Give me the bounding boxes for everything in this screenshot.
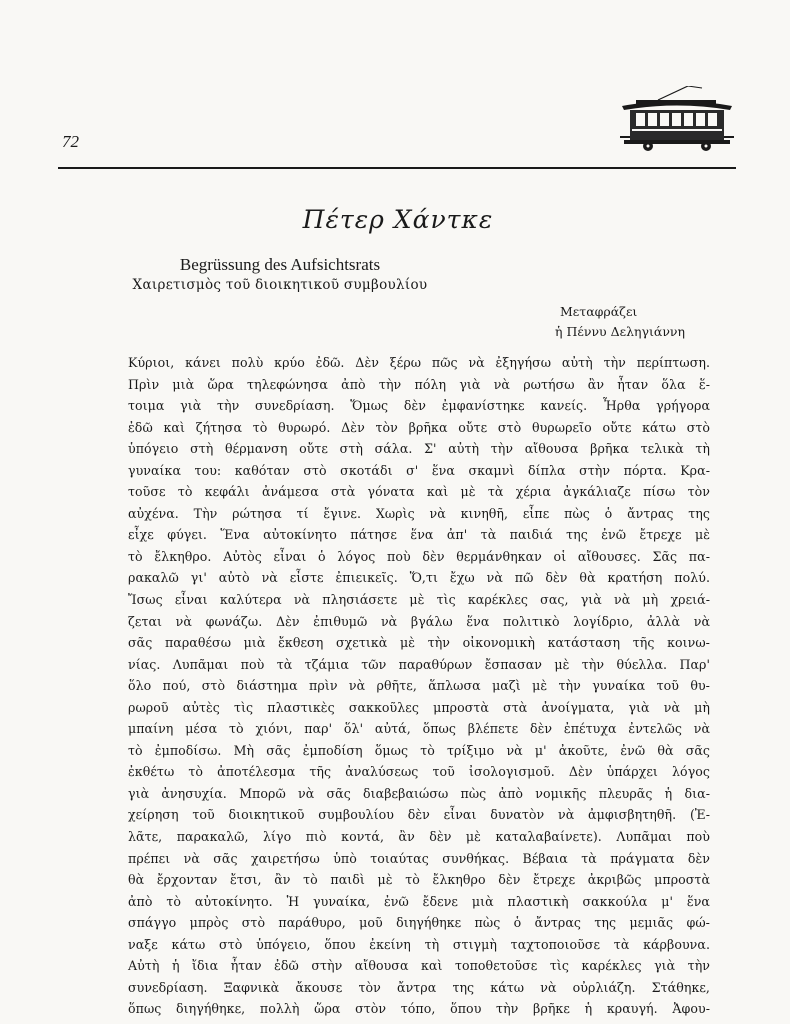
text-line: θὰ ἔρχονταν ἔτσι, ἂν τὸ παιδὶ μὲ τὸ ἔλκηθρο δὲν ἔτρεχε ἀκριβῶς μπροστὰ — [128, 872, 710, 888]
author-name — [0, 205, 790, 234]
text-line: τὸ ἐμποδίσω. Μὴ σᾶς ἐμποδίση ὅμως τὸ τρίξιμο νὰ μ' ἀκοῦτε, ἐνῶ θὰ σᾶς — [128, 742, 710, 758]
text-line: γυναίκα του: καθόταν στὸ σκοτάδι σ' ἕνα σκαμνὶ δίπλα στὴν πόρτα. Κρα- — [128, 462, 710, 478]
text-line: πρέπει νὰ σᾶς χαιρετήσω ὑπὸ τοιαύτας συνθήκας. Βέβαια τὰ πράγματα δὲν — [128, 850, 710, 866]
translator-label: Μεταφράζει — [560, 304, 638, 319]
text-line: χείρηση τοῦ διοικητικοῦ συμβουλίου δὲν εἶναι δυνατὸν νὰ ἀμφισβητηθῆ. (Ἐ- — [128, 807, 710, 823]
text-line: ὑπόγειο στὴ θέρμανση οὔτε στὴ σάλα. Σ' αὐτὴ τὴν αἴθουσα βρῆκα τελικὰ τὴ — [128, 441, 710, 457]
text-line: Αὐτὴ ἡ ἴδια ἦταν ἐδῶ στὴν αἴθουσα καὶ τοποθετοῦσε τὶς καρέκλες γιὰ τὴν — [128, 958, 710, 974]
header-rule — [58, 167, 736, 169]
text-line: ναξε κάτω στὸ ὑπόγειο, ὅπου ἐκείνη τὴ στιγμὴ ταχτοποιοῦσε τὰ κάρβουνα. — [128, 936, 710, 952]
text-line: ρωροῦ αὐτὲς τὶς πλαστικὲς σακκοῦλες μπροστὰ στὰ ἀνοίγματα, γιὰ νὰ μὴ — [128, 699, 710, 715]
text-line: νίας. Λυπᾶμαι ποὺ τὰ τζάμια τῶν παραθύρων ἔσπασαν μὲ τὴν θύελλα. Παρ' — [128, 656, 710, 672]
text-line: σπάγγο μπρὸς στὸ παράθυρο, μοῦ διηγήθηκε πὼς ὁ ἄντρας της μεμιᾶς φώ- — [128, 915, 710, 931]
translator-name: ἡ Πέννυ Δεληγιάννη — [555, 324, 686, 339]
text-line: ἀπὸ τὸ αὐτοκίνητο. Ἡ γυναίκα, ἐνῶ ἔδενε μιὰ πλαστικὴ σακκούλα μ' ἕνα — [128, 893, 710, 909]
text-line: ρακαλῶ γι' αὐτὸ νὰ εἶστε ἐπιεικεῖς. Ὅ,τι ἔχω νὰ πῶ δὲν θὰ κρατήση πολύ. — [128, 570, 710, 586]
text-line: τοιμα γιὰ τὴν συνεδρίαση. Ὅμως δὲν ἐμφανίστηκε κανείς. Ἦρθα γρήγορα — [128, 398, 710, 414]
tram-illustration — [618, 86, 736, 152]
text-line: συνεδρίαση. Ξαφνικὰ ἄκουσε τὸν ἄντρα της κάτω νὰ οὐρλιάζη. Στάθηκε, — [128, 979, 710, 995]
text-line: γιὰ ἀνησυχία. Μπορῶ νὰ σᾶς διαβεβαιώσω πὼς ἀπὸ νομικῆς πλευρᾶς ἡ δια- — [128, 785, 710, 801]
translator-credit — [530, 302, 710, 342]
text-line: λᾶτε, παρακαλῶ, λίγο πιὸ κοντά, ἂν δὲν μὲ καταλαβαίνετε). Λυπᾶμαι ποὺ — [128, 829, 710, 845]
text-line: ἐδῶ καὶ ζήτησα τὸ θυρωρό. Δὲν τὸν βρῆκα οὔτε στὸ θυρωρεῖο οὔτε κάτω στὸ — [128, 419, 710, 435]
page-number: 72 — [62, 132, 79, 151]
body-text — [128, 352, 710, 1020]
text-line: εἶχε φύγει. Ἕνα αὐτοκίνητο πάτησε ἕνα ἀπ' τὰ παιδιά της ἐνῶ ἔτρεχε μὲ — [128, 527, 710, 543]
title-greek: Χαιρετισμὸς τοῦ διοικητικοῦ συμβουλίου — [132, 277, 428, 293]
text-line: Ἴσως εἶναι καλύτερα νὰ πλησιάσετε μὲ τὶς καρέκλες σας, γιὰ νὰ μὴ χρειά- — [128, 592, 710, 608]
title-german: Begrüssung des Aufsichtsrats — [179, 255, 381, 274]
text-line: τὸ ἔλκηθρο. Αὐτὸς εἶναι ὁ λόγος ποὺ δὲν θερμάνθηκαν οἱ αἴθουσες. Σᾶς πα- — [128, 548, 710, 564]
text-line: αὐχένα. Τὴν ρώτησα τί ἔγινε. Χωρὶς νὰ κινηθῆ, εἶπε πὼς ὁ ἄντρας της — [128, 505, 710, 521]
text-line: Πρὶν μιὰ ὥρα τηλεφώνησα ἀπὸ τὴν πόλη γιὰ νὰ ρωτήσω ἂν ἦταν ὅλα ἕ- — [128, 376, 710, 392]
text-line: ὅλο πού, στὸ διάστημα πρὶν νὰ ρθῆτε, ἅπλωσα μαζὶ μὲ τὴν γυναίκα τοῦ θυ- — [128, 678, 710, 694]
text-line: Κύριοι, κάνει πολὺ κρύο ἐδῶ. Δὲν ξέρω πῶς νὰ ἐξηγήσω αὐτὴ τὴν περίπτωση. — [128, 355, 710, 370]
text-line: σᾶς παραθέσω μιὰ ἔκθεση σχετικὰ μὲ τὴν οἰκονομικὴ κατάσταση τῆς κοινω- — [128, 635, 710, 651]
text-line: ζεται νὰ φωνάζω. Δὲν ἐπιθυμῶ νὰ βγάλω ἕνα πολιτικὸ λογίδριο, ἀλλὰ νὰ — [128, 613, 710, 629]
text-line: τοῦσε τὸ κεφάλι ἀνάμεσα στὰ γόνατα καὶ μὲ τὰ χέρια ἀγκάλιαζε πίσω τὸν — [128, 484, 710, 500]
text-line: μπαίνη μέσα τὸ χιόνι, παρ' ὅλ' αὐτά, ὅπως βλέπετε δὲν ἐπέτυχα ἐντελῶς νὰ — [128, 721, 710, 737]
author-name-text: Πέτερ Χάντκε — [302, 205, 494, 234]
text-line: ἐκθέτω τὸ ἀποτέλεσμα τῆς ἀναλύσεως τοῦ ἰσολογισμοῦ. Δὲν ὑπάρχει λόγος — [128, 764, 710, 780]
text-line: ὅπως διηγήθηκε, πολλὴ ὥρα στὸν τόπο, ὅπου τὴν βρῆκε ἡ κραυγή. Ἀφου- — [128, 1001, 710, 1017]
